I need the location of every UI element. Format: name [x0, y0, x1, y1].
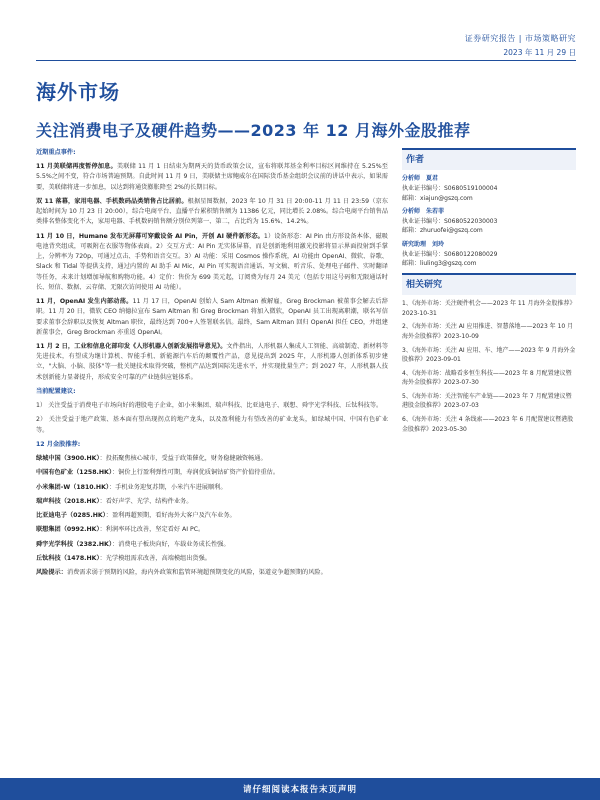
stock-item: [36, 554, 388, 564]
event-paragraph: [36, 162, 388, 193]
analyst-role: 分析师: [402, 208, 421, 216]
analyst-email[interactable]: 邮箱：zhuruofei@gszq.com: [402, 227, 483, 235]
event-body: 文件指出，人形机器人集成人工智能、高端制造、新材料等先进技术，有望成为继计算机、智能手机、新能源汽车后的颠覆性产品，意见提出到 2025 年，人形机器人创新体系初步建立，"大脑、小脑、肢体"等一批关键技术取得突破，整机产品达到国际先进水平，并实现批量生产；到 2027 年，人形机器人技术创新能力显著提升，形成安全可靠的产业链供应链体系。: [36, 342, 389, 381]
related-item[interactable]: 6、《海外市场：关注 4 条线索——2023 年 6 月配置建议暨港股金股推荐》2023-05-30: [402, 416, 574, 433]
event-paragraph: [36, 197, 388, 228]
header-divider: [36, 60, 576, 61]
item-text: 关注受益于地产政策、基本面有望出现拐点的地产龙头，以及盈利能力有望改善的矿业龙头，如绿城中国、中国有色矿业等。: [36, 416, 389, 434]
stock-reason: ：盈利再超预期，看好海外大客户及汽车业务。: [105, 512, 236, 520]
stock-reason: ：消费电子板块向好，车载业务成长性强。: [111, 540, 230, 548]
stock-reason: ：手机业务迎复苏期，小米汽车进展顺利。: [108, 483, 227, 491]
report-header: [0, 0, 600, 80]
item-number: 2）: [36, 416, 47, 424]
section-title: 海外市场: [36, 80, 120, 104]
related-item[interactable]: 3、《海外市场：关注 AI 应用、车、地产——2023 年 9 月海外金股推荐》2023-09-01: [402, 346, 576, 364]
footer-disclaimer: 请仔细阅读本报告末页声明: [242, 785, 357, 795]
analyst-card: [402, 207, 576, 236]
analyst-title: [402, 240, 576, 250]
stock-name: 比亚迪电子（0285.HK）: [36, 512, 106, 520]
stock-reason: ：铜价上行盈利弹性可期，寿润优质铜钴矿资产价值待重估。: [111, 469, 280, 477]
analyst-name: 刘玲: [432, 240, 445, 248]
stock-name: 绿城中国（3900.HK）: [36, 455, 100, 463]
stock-item: [36, 454, 388, 464]
item-number: 1）: [36, 402, 47, 410]
analyst-title: [402, 174, 576, 184]
report-date: 2023 年 11 月 29 日: [503, 48, 576, 57]
sidebar: [402, 148, 576, 438]
risk-body: 消费需求弱于预期的风险，海内外政策和监管环境超预期变化的风险，渠道竞争超预期的风险。: [66, 568, 327, 576]
event-paragraph: [36, 297, 388, 338]
investment-heading: 当前配置建议:: [36, 387, 76, 395]
stock-name: 联想集团（0992.HK）: [36, 526, 100, 534]
item-text: 关注受益于消费电子市场向好的港股电子企业，如小米集团、瑞声科技、比亚迪电子、联想、舜宇光学科技、丘钛科技等。: [48, 402, 383, 410]
event-lead: 双 11 落幕，家用电器、手机数码品类销售占比居前。: [36, 197, 188, 205]
stock-name: 舜宇光学科技（2382.HK）: [36, 540, 112, 548]
stock-reason: ：光学模组需求改善，高端模组出货强。: [99, 554, 211, 562]
analyst-email[interactable]: 邮箱：liuling3@gszq.com: [402, 260, 477, 268]
risk-lead: 风险提示：: [36, 568, 67, 576]
authors-heading: 作者: [402, 148, 576, 170]
stock-item: [36, 497, 388, 507]
related-heading: 相关研究: [402, 273, 576, 295]
stock-name: 丘钛科技（1478.HK）: [36, 554, 100, 562]
analyst-cert: 执业证书编号：S0680122080029: [402, 250, 498, 258]
event-body: 1）设备形态：AI Pin 由方形设备本体、磁吸电池背夹组成，可吸附在衣服等物体表面。2）交互方式：AI Pin 无实体屏幕，而是创新地利用激光投影将显示界面投射到手掌上，分辨率为 720p，可通过点击、手势和语音交互。3）AI 功能：采用 Cosmos 操作系统，AI 功能由 OpenAI、微软、谷歌、Slack 和 Tidal 等提供支持，通过内置的 AI 助手 AI Mic，AI Pin 可实现语音通话、写文稿、听音乐、处理电子邮件、实时翻译等任务，未来计划增加导航和购物功能。4）定价：售价为 699 美元起，订阅费为每月 24 美元（包括专用这号码和无限通话时长、短信、数据、云存储、无限次访问使用 AI 功能）。: [36, 232, 388, 291]
event-paragraph: [36, 342, 388, 383]
stock-reason: ：看好声学、光学、结构件业务。: [99, 497, 193, 505]
stock-item: [36, 511, 388, 521]
risk-warning: [36, 568, 388, 578]
event-body: 11 月 17 日，OpenAI 创始人 Sam Altman 被解雇，Greg Brockman 被董事会解去后辞职。11 月 20 日，微软 CEO 纳德拉宣布 Sam Altman 和 Greg Brockman 将加入微软，OpenAI 员工出现离职潮，联名写信要求董事会辞职以及恢复 Altman 职位，最终达到 700+人签署联名信。最终，Sam Altman 回归 OpenAI 担任 CEO，并组建新董事会，Greg Brockman 亦重返 OpenAI。: [36, 298, 388, 336]
events-heading: 近期重点事件:: [36, 149, 76, 156]
analyst-card: [402, 240, 576, 269]
stock-item: [36, 468, 388, 478]
analyst-card: [402, 174, 576, 203]
stock-name: 小米集团-W（1810.HK）: [36, 483, 109, 491]
analyst-role: 研究助理: [402, 240, 427, 248]
stock-item: [36, 540, 388, 550]
analyst-cert: 执业证书编号：S0680519100004: [402, 184, 498, 192]
event-lead: 11 月 2 日，工业和信息化部印发《人形机器人创新发展指导意见》。: [36, 342, 227, 350]
analyst-email[interactable]: 邮箱：xiajun@gszq.com: [402, 194, 473, 202]
report-title: 关注消费电子及硬件趋势——2023 年 12 月海外金股推荐: [36, 121, 471, 140]
investment-item: [36, 401, 388, 411]
event-body: 根据星图数据，2023 年 10 月 31 日 20:00-11 月 11 日 23:59（京东起始时间为 10 月 23 日 20:00），综合电商平台、直播平台累积销售额为 11386 亿元，同比增长 2.08%。综合电商平台销售品类排名整体变化不大，家用电器、手机数码销售额分别位列第一、第二，占比约为 15.6%、14.2%。: [36, 197, 388, 226]
event-lead: 11 月 10 日，Humane 发布无屏幕可穿戴设备 AI Pin，开创 AI 硬件新形态。: [36, 232, 264, 240]
stock-reason: ：投拓聚焦核心城市，受益于政策催化，财务稳健融资畅通。: [99, 455, 267, 463]
event-lead: 11 月美联储再度暂停加息。: [36, 163, 117, 171]
analyst-role: 分析师: [402, 175, 421, 183]
related-item[interactable]: 4、《海外市场：战略看多恒生科技——2023 年 8 月配置建议暨海外金股推荐》2023-07-30: [402, 369, 572, 387]
investment-item: [36, 415, 388, 435]
related-item[interactable]: 1、《海外市场：关注硬件机会——2023 年 11 月海外金股推荐》2023-10-31: [402, 300, 576, 317]
analyst-name: 夏君: [426, 175, 439, 183]
related-research-list: [402, 299, 576, 434]
analyst-cert: 执业证书编号：S0680522030003: [402, 217, 498, 225]
stock-item: [36, 483, 388, 493]
stock-name: 瑞声科技（2018.HK）: [36, 497, 100, 505]
stock-name: 中国有色矿业（1258.HK）: [36, 469, 112, 477]
related-item[interactable]: 2、《海外市场：关注 AI 应用推进、智慧落地——2023 年 10 月海外金股推荐》2023-10-09: [402, 323, 574, 340]
analyst-title: [402, 207, 576, 217]
event-lead: 11 月，OpenAI 发生内部动荡。: [36, 298, 133, 306]
related-item[interactable]: 5、《海外市场：关注智能车产业链——2023 年 7 月配置建议暨港股金股推荐》2023-07-03: [402, 392, 572, 410]
stocks-heading: 12 月金股推荐:: [36, 440, 81, 448]
analyst-name: 朱若菲: [426, 208, 445, 216]
event-paragraph: [36, 232, 388, 293]
stock-item: [36, 525, 388, 535]
report-type: 证券研究报告 | 市场策略研究: [464, 34, 576, 43]
event-body: 美联储 11 月 1 日结束为期两天的货币政策会议，宣布将联邦基金利率目标区间维持在 5.25%至 5.5%之间不变，符合市场普遍预期。自此时间 11 月 9 日，美联储主席鲍威尔在国际货币基金组织会议前的讲话中表示，如果需要，美联储将进一步加息，以达到将通货膨胀降至 2%的长期目标。: [36, 163, 388, 191]
main-content: [36, 148, 388, 582]
stock-reason: ：利润率环比改善，坚定看好 AI PC。: [99, 526, 205, 534]
